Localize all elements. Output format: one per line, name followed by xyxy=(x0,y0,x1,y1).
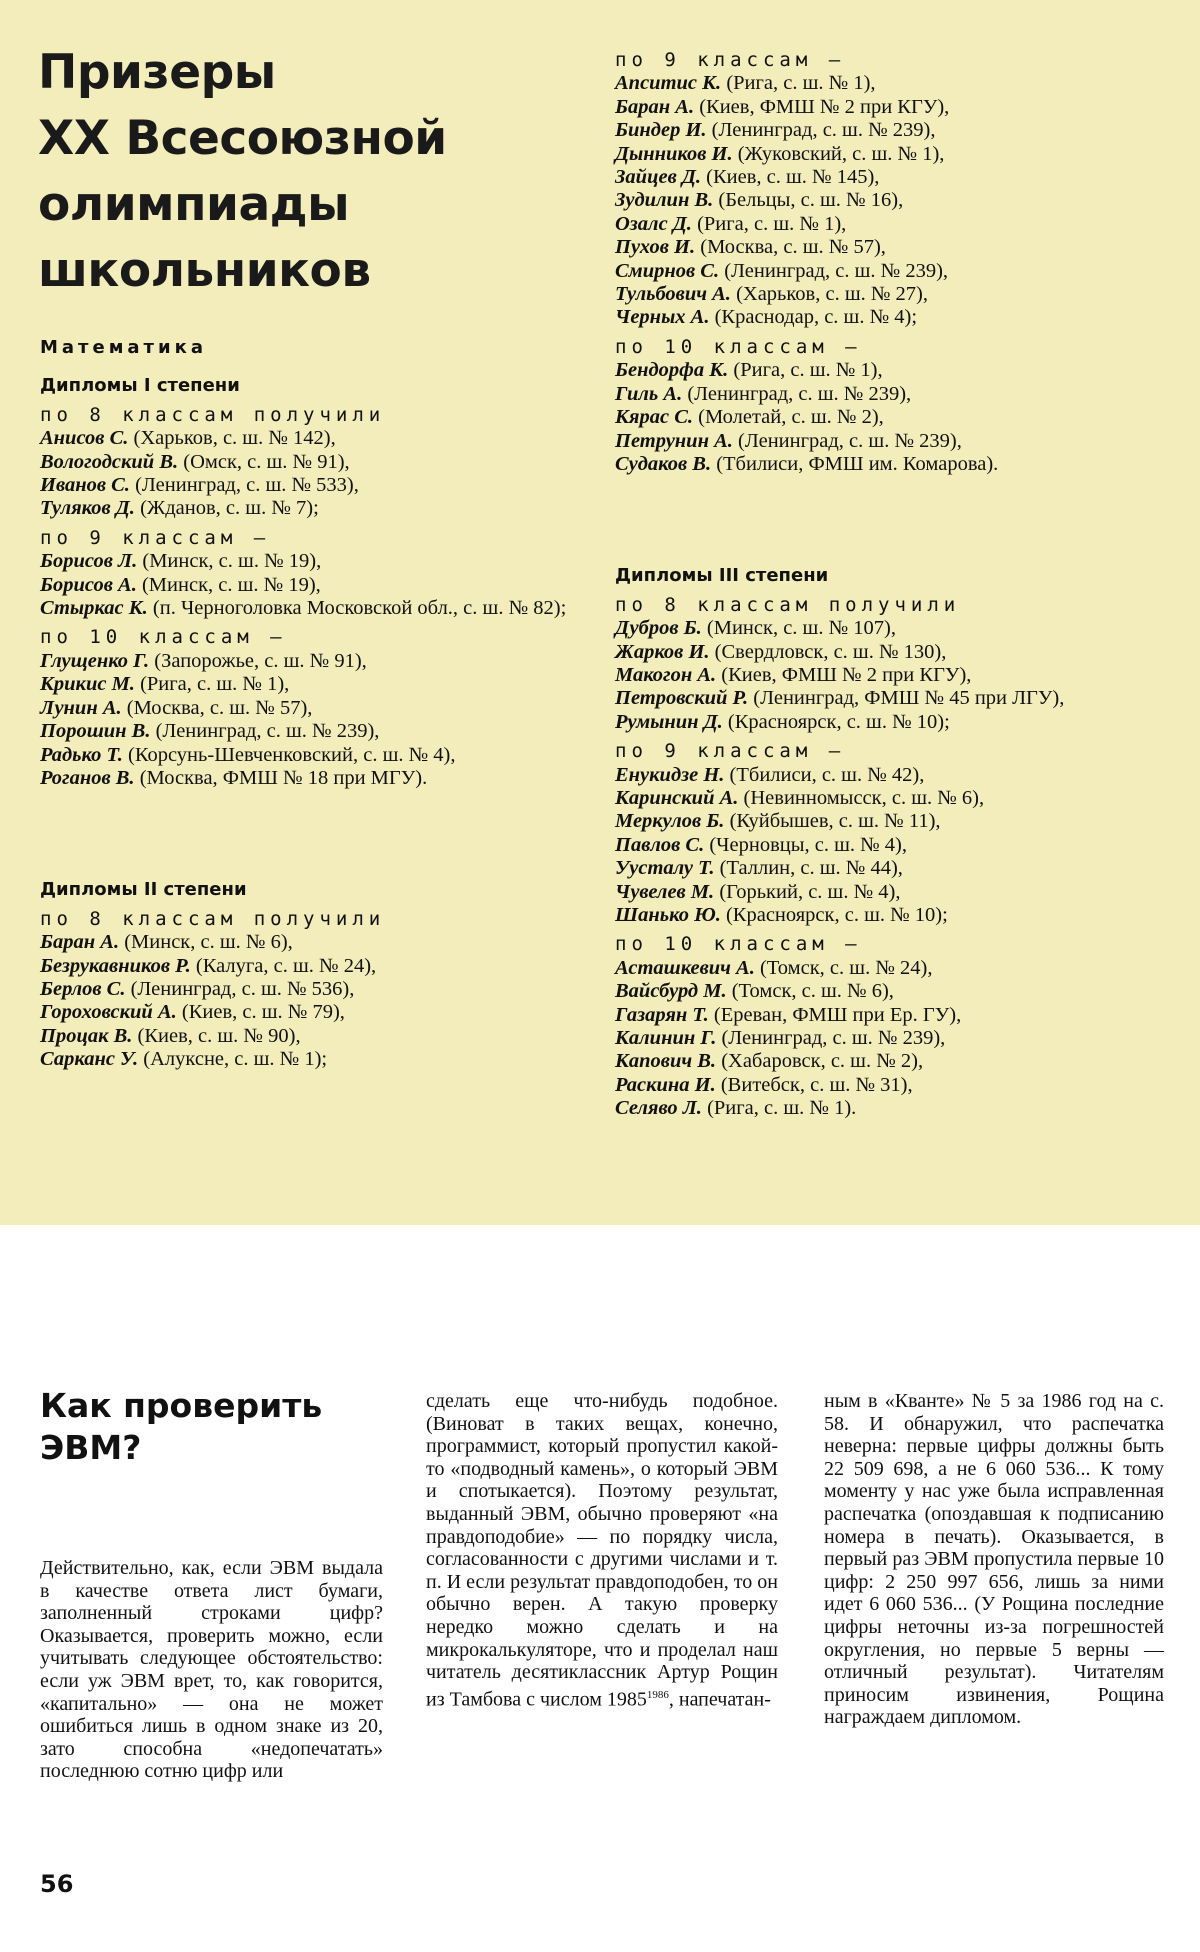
winner-school: (Ленинград, с. ш. № 239), xyxy=(682,382,912,405)
winner-entry xyxy=(40,697,588,720)
winner-name: Черных А. xyxy=(615,306,710,329)
winner-name: Баран А. xyxy=(40,931,120,954)
winner-name: Туляков Д. xyxy=(40,497,135,520)
winner-name: Лунин А. xyxy=(40,696,122,719)
winner-name: Каринский А. xyxy=(615,786,739,809)
winner-name: Баран А. xyxy=(615,95,695,118)
winner-name: Капович В. xyxy=(615,1050,717,1073)
winner-school: (Ереван, ФМШ при Ер. ГУ), xyxy=(708,1003,962,1026)
winner-school: (Бельцы, с. ш. № 16), xyxy=(713,189,904,212)
winner-name: Судаков В. xyxy=(615,452,712,475)
grade-9-label: по 9 классам — xyxy=(40,526,271,549)
winner-entry xyxy=(615,834,1180,857)
winners-list xyxy=(40,427,588,521)
winner-school: (Краснодар, с. ш. № 4); xyxy=(709,306,918,329)
winner-entry xyxy=(615,1004,1180,1027)
winner-entry xyxy=(40,673,588,696)
winner-school: (Москва, ФМШ № 18 при МГУ). xyxy=(134,766,428,789)
winner-name: Тульбович А. xyxy=(615,283,731,306)
winner-entry xyxy=(615,857,1180,880)
grade-10-label: по 10 классам — xyxy=(615,335,862,358)
winner-name: Апситис К. xyxy=(615,72,722,95)
winner-entry xyxy=(615,359,1180,382)
winner-entry xyxy=(615,980,1180,1003)
winner-name: Роганов В. xyxy=(40,766,135,789)
winner-entry xyxy=(40,650,588,673)
winner-name: Озалс Д. xyxy=(615,212,692,235)
winners-list xyxy=(615,957,1180,1121)
winner-school: (Ленинград, с. ш. № 239), xyxy=(150,720,380,743)
winner-name: Дубров Б. xyxy=(615,617,702,640)
winner-school: (Харьков, с. ш. № 27), xyxy=(730,283,929,306)
winner-school: (Ленинград, с. ш. № 533), xyxy=(129,474,359,497)
winner-entry xyxy=(615,711,1180,734)
winner-entry xyxy=(615,687,1180,710)
winner-school: (Ленинград, с. ш. № 239), xyxy=(732,429,962,452)
title-line: XX Всесоюзной xyxy=(38,111,447,166)
winner-school: (Алуксне, с. ш. № 1); xyxy=(138,1048,328,1071)
winner-entry xyxy=(40,1048,588,1071)
winner-school: (Москва, с. ш. № 57), xyxy=(121,696,313,719)
winner-entry xyxy=(615,1050,1180,1073)
winner-school: (Минск, с. ш. № 19), xyxy=(137,550,322,573)
winner-name: Процак В. xyxy=(40,1024,133,1047)
winner-school: (Хабаровск, с. ш. № 2), xyxy=(716,1050,924,1073)
diploma-3-heading: Дипломы III степени xyxy=(615,565,829,587)
winner-name: Стыркас К. xyxy=(40,597,148,620)
winner-entry xyxy=(615,406,1180,429)
winner-name: Газарян Т. xyxy=(615,1003,709,1026)
winner-school: (Москва, с. ш. № 57), xyxy=(695,236,886,259)
article-column-3: ным в «Кванте» № 5 за 1986 год на с. 58. И обнаружил, что распечатка неверна: первые цифры должны быть 22 509 698, а не 6 060 536... К тому моменту у нас уже была исправленная распечатка (опоздавшая к подписанию номера в печать). Оказывается, в первый раз ЭВМ пропустила первые 10 цифр: 2 250 997 656, лишь за ними идет 6 060 536... (У Рощина последние цифры неточны из-за погрешностей округления, но первые 5 верны — отличный результат). Читателям приносим извинения, Рощина награждаем дипломом. xyxy=(824,1390,1164,1729)
winner-school: (Куйбышев, с. ш. № 11), xyxy=(724,810,941,833)
winner-name: Сарканс У. xyxy=(40,1048,139,1071)
winner-entry xyxy=(40,1025,588,1048)
exponent: 1986 xyxy=(646,1688,669,1701)
winner-school: (Рига, с. ш. № 1). xyxy=(701,1097,857,1120)
winner-name: Селяво Л. xyxy=(615,1097,702,1120)
winner-entry xyxy=(615,166,1180,189)
winner-entry xyxy=(615,96,1180,119)
winner-school: (Красноярск, с. ш. № 10); xyxy=(722,710,950,733)
winner-name: Вологодский В. xyxy=(40,450,179,473)
winner-entry xyxy=(40,767,588,790)
winner-school: (Томск, с. ш. № 6), xyxy=(726,980,894,1003)
diploma-1-heading: Дипломы I степени xyxy=(40,375,240,397)
winner-entry xyxy=(615,787,1180,810)
winner-school: (Ленинград, с. ш. № 239), xyxy=(706,119,936,142)
winner-name: Глущенко Г. xyxy=(40,649,150,672)
winner-school: (Ленинград, с. ш. № 239), xyxy=(716,1027,946,1050)
winner-school: (Тбилиси, ФМШ им. Комарова). xyxy=(711,452,999,475)
winner-school: (Жуковский, с. ш. № 1), xyxy=(732,142,945,165)
winner-entry xyxy=(615,306,1180,329)
winner-name: Берлов С. xyxy=(40,977,126,1000)
winner-entry xyxy=(615,236,1180,259)
winners-list xyxy=(615,617,1180,734)
winner-name: Зайцев Д. xyxy=(615,166,701,189)
winner-name: Иванов С. xyxy=(40,474,130,497)
winners-left-column xyxy=(40,336,588,1072)
winner-school: (Ленинград, с. ш. № 536), xyxy=(125,977,355,1000)
grade-8-label: по 8 классам получили xyxy=(40,907,386,930)
winner-entry xyxy=(615,119,1180,142)
winner-entry xyxy=(615,453,1180,476)
winner-school: (Красноярск, с. ш. № 10); xyxy=(720,904,948,926)
winner-name: Чувелев М. xyxy=(615,880,715,903)
winner-name: Петрунин А. xyxy=(615,429,733,452)
winner-entry xyxy=(615,143,1180,166)
page-title xyxy=(38,40,447,304)
winners-list xyxy=(40,931,588,1071)
winner-entry xyxy=(615,617,1180,640)
winner-name: Радько Т. xyxy=(40,743,123,766)
winner-entry xyxy=(615,283,1180,306)
winner-school: (Витебск, с. ш. № 31), xyxy=(715,1073,913,1096)
page-number: 56 xyxy=(40,1870,74,1898)
grade-10-label: по 10 классам — xyxy=(40,626,287,649)
winner-school: (Минск, с. ш. № 19), xyxy=(136,573,321,596)
winner-entry xyxy=(40,597,588,620)
winner-entry xyxy=(40,427,588,450)
winner-entry xyxy=(615,430,1180,453)
winner-name: Дынников И. xyxy=(615,142,733,165)
article-column-2 xyxy=(426,1390,778,1711)
winner-school: (Рига, с. ш. № 1), xyxy=(721,72,876,95)
winner-entry xyxy=(615,1027,1180,1050)
winner-entry xyxy=(40,474,588,497)
winner-entry xyxy=(615,764,1180,787)
winner-school: (Рига, с. ш. № 1), xyxy=(134,673,290,696)
winner-name: Асташкевич А. xyxy=(615,956,755,979)
article-text: , напечатан- xyxy=(668,1688,771,1711)
winners-list xyxy=(40,550,588,620)
winner-entry xyxy=(40,955,588,978)
grade-10-label: по 10 классам — xyxy=(615,933,862,956)
winner-entry xyxy=(615,664,1180,687)
winner-school: (Томск, с. ш. № 24), xyxy=(754,956,933,979)
winner-school: (Киев, ФМШ № 2 при КГУ), xyxy=(694,95,950,118)
grade-8-label: по 8 классам получили xyxy=(615,593,961,616)
winner-name: Зудилин В. xyxy=(615,189,714,212)
winner-entry xyxy=(615,641,1180,664)
winner-school: (Ленинград, ФМШ № 45 при ЛГУ), xyxy=(748,687,1065,710)
title-line: олимпиады xyxy=(38,177,350,232)
winner-name: Крикис М. xyxy=(40,673,135,696)
winner-entry xyxy=(615,904,1180,927)
article-title: Как проверить ЭВМ? xyxy=(40,1386,323,1467)
winner-school: (Корсунь-Шевченковский, с. ш. № 4), xyxy=(122,743,456,766)
winner-entry xyxy=(615,1074,1180,1097)
winner-entry xyxy=(40,1001,588,1024)
winner-school: (Жданов, с. ш. № 7); xyxy=(134,497,319,520)
winner-school: (Молетай, с. ш. № 2), xyxy=(693,406,884,429)
winner-school: (Запорожье, с. ш. № 91), xyxy=(149,649,367,672)
winner-school: (Киев, с. ш. № 90), xyxy=(132,1024,301,1047)
title-line: Призеры xyxy=(38,45,276,100)
winner-name: Раскина И. xyxy=(615,1073,716,1096)
winner-name: Шанько Ю. xyxy=(615,904,721,926)
winner-name: Кярас С. xyxy=(615,406,693,429)
winner-entry xyxy=(40,720,588,743)
winner-name: Меркулов Б. xyxy=(615,810,725,833)
winner-school: (Киев, ФМШ № 2 при КГУ), xyxy=(716,663,972,686)
winner-entry xyxy=(615,1097,1180,1120)
winner-name: Биндер И. xyxy=(615,119,707,142)
winner-entry xyxy=(615,383,1180,406)
winner-name: Пухов И. xyxy=(615,236,696,259)
winner-entry xyxy=(40,744,588,767)
grade-9-label: по 9 классам — xyxy=(615,49,846,71)
winners-right-column xyxy=(615,49,1180,1121)
winner-entry xyxy=(615,957,1180,980)
winners-list xyxy=(40,650,588,790)
winner-school: (Харьков, с. ш. № 142), xyxy=(128,427,336,450)
winner-name: Борисов А. xyxy=(40,573,137,596)
winner-entry xyxy=(40,931,588,954)
winner-name: Енукидзе Н. xyxy=(615,763,725,786)
winner-school: (п. Черноголовка Московской обл., с. ш. № 82); xyxy=(147,597,567,620)
winner-school: (Минск, с. ш. № 6), xyxy=(119,931,293,954)
winner-school: (Горький, с. ш. № 4), xyxy=(714,880,901,903)
winners-list xyxy=(615,72,1180,329)
winner-school: (Киев, с. ш. № 79), xyxy=(176,1001,345,1024)
winner-entry xyxy=(40,497,588,520)
winner-school: (Калуга, с. ш. № 24), xyxy=(190,954,377,977)
winner-entry xyxy=(615,72,1180,95)
winner-name: Смирнов С. xyxy=(615,259,720,282)
winner-name: Уусталу Т. xyxy=(615,857,715,880)
winner-entry xyxy=(40,550,588,573)
winner-name: Калинин Г. xyxy=(615,1027,717,1050)
winner-school: (Черновцы, с. ш. № 4), xyxy=(704,833,908,856)
winner-school: (Рига, с. ш. № 1), xyxy=(691,212,847,235)
winner-entry xyxy=(615,810,1180,833)
winners-list xyxy=(615,359,1180,476)
winner-name: Бендорфа К. xyxy=(615,359,729,382)
winner-entry xyxy=(40,978,588,1001)
winner-entry xyxy=(615,260,1180,283)
winner-name: Порошин В. xyxy=(40,720,151,743)
winner-entry xyxy=(40,574,588,597)
winner-school: (Свердловск, с. ш. № 130), xyxy=(709,640,947,663)
winner-school: (Киев, с. ш. № 145), xyxy=(701,166,880,189)
winner-name: Вайсбурд М. xyxy=(615,980,727,1003)
winner-name: Петровский Р. xyxy=(615,687,749,710)
winner-school: (Омск, с. ш. № 91), xyxy=(178,450,350,473)
winner-school: (Рига, с. ш. № 1), xyxy=(728,359,883,382)
winner-name: Румынин Д. xyxy=(615,710,723,733)
winner-name: Павлов С. xyxy=(615,833,705,856)
winner-school: (Ленинград, с. ш. № 239), xyxy=(719,259,949,282)
winner-school: (Тбилиси, с. ш. № 42), xyxy=(724,763,925,786)
grade-9-label: по 9 классам — xyxy=(615,740,846,763)
title-line: школьников xyxy=(38,243,371,298)
winner-entry xyxy=(40,451,588,474)
winner-school: (Таллин, с. ш. № 44), xyxy=(714,857,903,880)
diploma-2-heading: Дипломы II степени xyxy=(40,879,247,901)
winner-name: Гиль А. xyxy=(615,382,683,405)
winner-entry xyxy=(615,881,1180,904)
winner-school: (Невинномысск, с. ш. № 6), xyxy=(738,786,985,809)
article-text: сделать еще что-нибудь подобное. (Виноват в таких вещах, конечно, программист, который пропустил какой-то «подводный камень», о который ЭВМ и спотыкается). Поэтому результат, выданный ЭВМ, обычно проверяют «на правдоподобие» — по порядку числа, согласованности с другими числами и т. п. И если результат правдоподобен, то он обычно верен. А такую проверку нередко можно сделать и на микрокалькуляторе, что и проделал наш читатель десятиклассник Артур Рощин из Тамбова с числом 1985 xyxy=(426,1390,778,1711)
winner-name: Безрукавников Р. xyxy=(40,954,191,977)
winner-name: Анисов С. xyxy=(40,427,129,450)
winner-entry xyxy=(615,189,1180,212)
winner-school: (Минск, с. ш. № 107), xyxy=(701,617,896,640)
winners-list xyxy=(615,764,1180,928)
winner-name: Макогон А. xyxy=(615,663,717,686)
winner-name: Жарков И. xyxy=(615,640,710,663)
winner-name: Борисов Л. xyxy=(40,550,138,573)
grade-8-label: по 8 классам получили xyxy=(40,403,386,426)
subject-heading: Математика xyxy=(40,337,207,358)
winner-entry xyxy=(615,213,1180,236)
article-column-1: Действительно, как, если ЭВМ выдала в качестве ответа лист бумаги, заполненный строками цифр? Оказывается, проверить можно, если учитывать следующее обстоятельство: если уж ЭВМ врет, то, как говорится, «капитально» — она не может ошибиться лишь в одном знаке из 20, зато способна «недопечатать» последнюю сотню цифр или xyxy=(40,1557,383,1783)
winner-name: Гороховский А. xyxy=(40,1001,177,1024)
